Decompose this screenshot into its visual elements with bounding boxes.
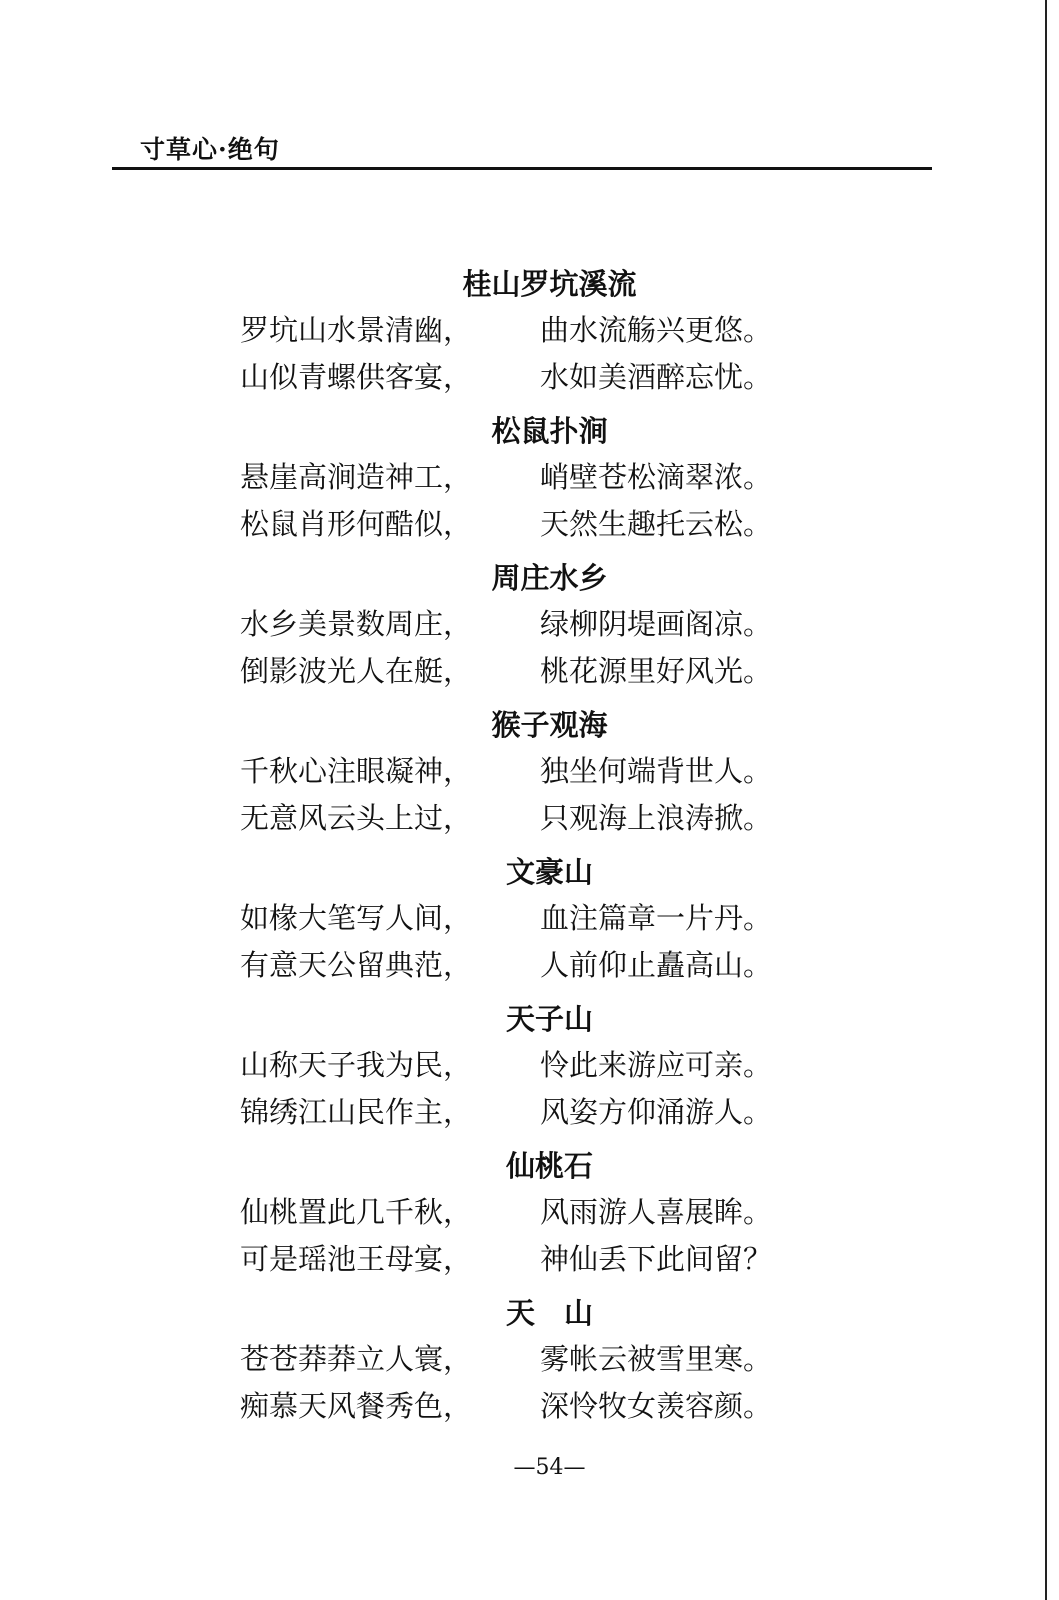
poem-line bbox=[240, 602, 772, 646]
poem-line bbox=[240, 1237, 772, 1281]
poem-line bbox=[240, 649, 772, 693]
poem bbox=[0, 556, 1059, 703]
poem-line-first-half: 悬崖高涧造神工， bbox=[240, 460, 473, 494]
poem-title: 文豪山 bbox=[505, 855, 593, 889]
poem-line-first-half: 山称天子我为民， bbox=[240, 1048, 473, 1082]
poem-line-second-half: 怜此来游应可亲。 bbox=[540, 1048, 773, 1082]
poem-line-first-half: 痴慕天风餐秀色， bbox=[240, 1389, 473, 1423]
poem-line-second-half: 人前仰止矗高山。 bbox=[540, 948, 773, 982]
page-number: —54— bbox=[513, 1455, 586, 1480]
poem-line bbox=[240, 1384, 772, 1428]
poem-list bbox=[0, 262, 1059, 1438]
poem-line-second-half: 神仙丢下此间留？ bbox=[540, 1242, 773, 1276]
poem-line-first-half: 锦绣江山民作主， bbox=[240, 1095, 473, 1129]
poem bbox=[0, 703, 1059, 850]
poem-line-first-half: 如椽大笔写人间， bbox=[240, 901, 473, 935]
poem-line-second-half: 水如美酒醉忘忧。 bbox=[540, 360, 773, 394]
poem-line bbox=[240, 943, 772, 987]
poem-line-second-half: 独坐何端背世人。 bbox=[540, 754, 773, 788]
poem-line-first-half: 无意风云头上过， bbox=[240, 801, 473, 835]
poem-line-second-half: 雾帐云被雪里寒。 bbox=[540, 1342, 773, 1376]
poem-line-first-half: 仙桃置此几千秋， bbox=[240, 1195, 473, 1229]
poem-line-first-half: 千秋心注眼凝神， bbox=[240, 754, 473, 788]
poem bbox=[0, 850, 1059, 997]
poem-line bbox=[240, 1190, 772, 1234]
poem-title: 天子山 bbox=[505, 1002, 593, 1036]
poem-line-second-half: 血注篇章一片丹。 bbox=[540, 901, 773, 935]
poem-line-second-half: 深怜牧女羡容颜。 bbox=[540, 1389, 773, 1423]
poem-line-first-half: 可是瑶池王母宴， bbox=[240, 1242, 473, 1276]
poem bbox=[0, 262, 1059, 409]
poem-title: 仙桃石 bbox=[505, 1149, 593, 1183]
poem-line bbox=[240, 1043, 772, 1087]
poem-line bbox=[240, 896, 772, 940]
poem-title: 桂山罗坑溪流 bbox=[462, 267, 637, 301]
poem-line bbox=[240, 502, 772, 546]
poem-line-second-half: 桃花源里好风光。 bbox=[540, 654, 773, 688]
poem-title: 天 山 bbox=[505, 1296, 593, 1330]
poem-line-first-half: 倒影波光人在艇， bbox=[240, 654, 473, 688]
poem bbox=[0, 1144, 1059, 1291]
poem-title: 松鼠扑涧 bbox=[491, 414, 608, 448]
poem-line-second-half: 天然生趣托云松。 bbox=[540, 507, 773, 541]
poem-line-first-half: 松鼠肖形何酷似， bbox=[240, 507, 473, 541]
poem-line bbox=[240, 355, 772, 399]
poem-line bbox=[240, 308, 772, 352]
poem bbox=[0, 409, 1059, 556]
poem-line-second-half: 峭壁苍松滴翠浓。 bbox=[540, 460, 773, 494]
poem-line bbox=[240, 749, 772, 793]
poem bbox=[0, 997, 1059, 1144]
poem-line-second-half: 绿柳阴堤画阁凉。 bbox=[540, 607, 773, 641]
poem-line bbox=[240, 1337, 772, 1381]
header-rule bbox=[112, 167, 932, 170]
poem-line-second-half: 曲水流觞兴更悠。 bbox=[540, 313, 773, 347]
poem bbox=[0, 1291, 1059, 1438]
poem-title: 周庄水乡 bbox=[491, 561, 608, 595]
poem-line-first-half: 有意天公留典范， bbox=[240, 948, 473, 982]
running-head: 寸草心·绝句 bbox=[140, 135, 280, 164]
poem-line-second-half: 风雨游人喜展眸。 bbox=[540, 1195, 773, 1229]
poem-line bbox=[240, 796, 772, 840]
poem-line bbox=[240, 455, 772, 499]
poem-title: 猴子观海 bbox=[491, 708, 608, 742]
poem-line bbox=[240, 1090, 772, 1134]
poem-line-second-half: 只观海上浪涛掀。 bbox=[540, 801, 773, 835]
poem-line-first-half: 水乡美景数周庄， bbox=[240, 607, 473, 641]
poem-line-first-half: 山似青螺供客宴， bbox=[240, 360, 473, 394]
poem-line-first-half: 苍苍莽莽立人寰， bbox=[240, 1342, 473, 1376]
poem-line-second-half: 风姿方仰涌游人。 bbox=[540, 1095, 773, 1129]
poem-line-first-half: 罗坑山水景清幽， bbox=[240, 313, 473, 347]
